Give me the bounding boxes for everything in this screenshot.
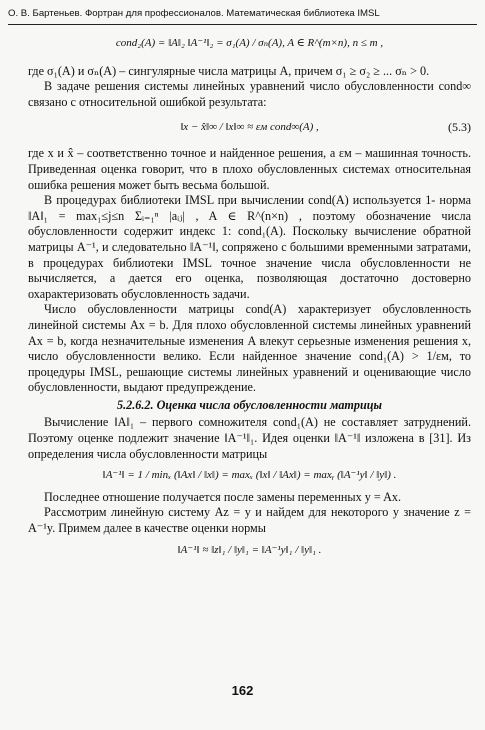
formula-5-3-body: ‖x − x̂‖∞ / ‖x‖∞ ≈ εм cond∞(A) , bbox=[180, 121, 319, 134]
formula-inverse-norm: ‖A⁻¹‖ = 1 / minₓ (‖Ax‖ / ‖x‖) = maxₓ (‖x‖ / ‖Ax‖) = maxᵧ (‖A⁻¹y‖ / ‖y‖) . bbox=[102, 469, 397, 482]
paragraph-estimate: Вычисление ‖A‖₁ – первого сомножителя cond₁(A) не составляет затруднений. Поэтому оценке подлежит значение ‖A⁻¹‖₁. Идея оценки ‖A⁻¹‖ изложена в [31]. Из определения числа обусловленности матрицы bbox=[28, 415, 471, 461]
formula-5-3 bbox=[28, 116, 471, 138]
paragraph-cond-warning: Число обусловленности матрицы cond(A) характеризует обусловленность линейной системы Ax = b. Для плохо обусловленной системы линейных уравнений Ax = b, когда незначительные изменения A влекут серьезные изменения решения x, число обусловленности велико. Если найденное значение cond₁(A) > 1/εм, то процедуры IMSL, решающие системы линейных уравнений и оценивающие число обусловленности, выдают предупреждение. bbox=[28, 302, 471, 395]
formula-cond2: cond₂(A) = ‖A‖₂ ‖A⁻¹‖₂ = σ₁(A) / σₙ(A), A ∈ R^(m×n), n ≤ m , bbox=[115, 37, 384, 49]
paragraph-cond-inf: В задаче решения системы линейных уравнений число обусловленности cond∞ связано с относительной ошибкой результата: bbox=[28, 79, 471, 109]
paragraph-linear-system: Рассмотрим линейную систему Az = y и найдем для некоторого y значение z = A⁻¹y. Примем далее в качестве оценки нормы bbox=[28, 505, 471, 536]
paragraph-imsl-norm: В процедурах библиотеки IMSL при вычислении cond(A) используется 1- норма ‖A‖₁ = max₁≤j≤n Σᵢ₌₁ⁿ |aᵢⱼ| , A ∈ R^(n×n) , поэтому обозначение числа обусловленности содержит индекс 1: cond₁(A). Поскольку вычисление обратной матрицы A⁻¹, и следовательно ‖A⁻¹‖, сопряжено с большими временными затратами, в процедурах библиотеки IMSL точное значение числа обусловленности не вычисляется, а дается его оценка, позволяющая достаточно достоверно охарактеризовать обусловленность задачи. bbox=[28, 193, 471, 301]
page-number: 162 bbox=[231, 683, 254, 698]
paragraph-substitution: Последнее отношение получается после замены переменных y = Ax. bbox=[44, 489, 402, 504]
paragraph-machine-precision: где x и x̂ – соответственно точное и найденное решения, а εм – машинная точность. Приведенная оценка говорит, что в плохо обусловленных системах относительная ошибка решения может быть весьма большой. bbox=[28, 146, 471, 192]
page-body bbox=[28, 34, 471, 558]
equation-number: (5.3) bbox=[448, 120, 471, 135]
formula-norm-estimate: ‖A⁻¹‖ ≈ ‖z‖₁ / ‖y‖₁ = ‖A⁻¹y‖₁ / ‖y‖₁ . bbox=[177, 543, 322, 556]
section-heading: 5.2.6.2. Оценка числа обусловленности матрицы bbox=[116, 397, 383, 412]
paragraph-singular-values: где σ₁(A) и σₙ(A) – сингулярные числа матрицы A, причем σ₁ ≥ σ₂ ≥ ... σₙ > 0. bbox=[28, 63, 430, 78]
running-header: О. В. Бартеньев. Фортран для профессионалов. Математическая библиотека IMSL bbox=[8, 6, 477, 25]
